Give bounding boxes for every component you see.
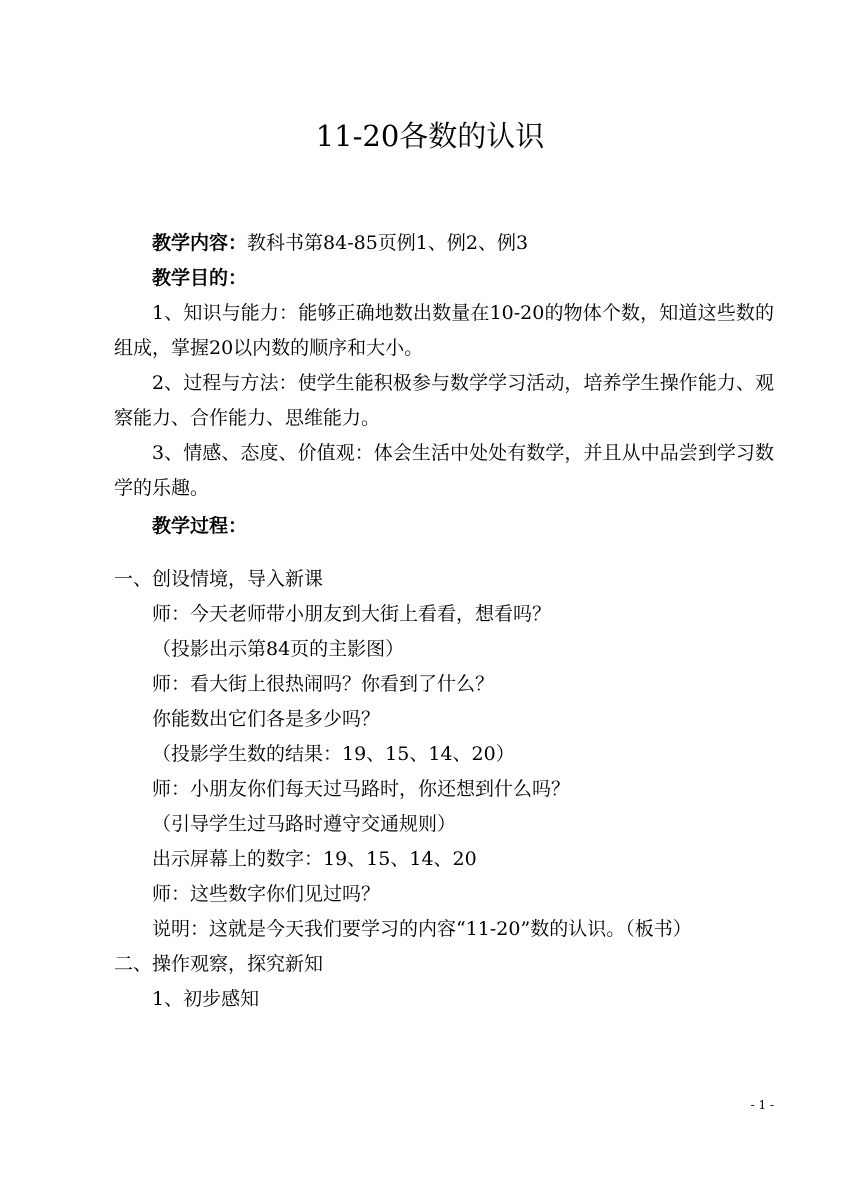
section-1-line: 师：看大街上很热闹吗？你看到了什么？ bbox=[152, 673, 495, 695]
section-1-heading: 一、创设情境，导入新课 bbox=[114, 568, 324, 590]
section-1-line: （投影学生数的结果：19、15、14、20） bbox=[152, 743, 515, 765]
section-2-heading: 二、操作观察，探究新知 bbox=[114, 953, 324, 975]
teaching-content-row bbox=[114, 226, 774, 261]
section-1-line: 说明：这就是今天我们要学习的内容“11-20”数的认识。（板书） bbox=[152, 918, 692, 940]
section-1-line: （投影出示第84页的主影图） bbox=[152, 638, 405, 660]
page-number: - 1 - bbox=[750, 1098, 774, 1112]
process-heading-row bbox=[114, 509, 774, 544]
objective-1: 1、知识与能力：能够正确地数出数量在10-20的物体个数，知道这些数的组成，掌握20以内数的顺序和大小。 bbox=[114, 302, 774, 359]
section-1-line: 出示屏幕上的数字：19、15、14、20 bbox=[152, 848, 477, 870]
section-2-sub: 1、初步感知 bbox=[152, 988, 260, 1010]
document-body bbox=[114, 226, 774, 1017]
section-1-line: 你能数出它们各是多少吗？ bbox=[152, 708, 381, 730]
objectives-heading-row bbox=[114, 261, 774, 296]
objective-2: 2、过程与方法：使学生能积极参与数学学习活动，培养学生操作能力、观察能力、合作能力、思维能力。 bbox=[114, 372, 774, 429]
teaching-content-text: 教科书第84-85页例1、例2、例3 bbox=[247, 232, 529, 254]
document-title: 11-20各数的认识 bbox=[315, 119, 545, 153]
section-1-line: 师：这些数字你们见过吗？ bbox=[152, 883, 381, 905]
teaching-content-label: 教学内容： bbox=[152, 232, 248, 254]
objective-3: 3、情感、态度、价值观：体会生活中处处有数学，并且从中品尝到学习数学的乐趣。 bbox=[114, 442, 774, 499]
section-1-line: 师：今天老师带小朋友到大街上看看，想看吗？ bbox=[152, 603, 552, 625]
section-1-line: （引导学生过马路时遵守交通规则） bbox=[152, 813, 457, 835]
process-heading: 教学过程： bbox=[152, 515, 248, 537]
section-1-line: 师：小朋友你们每天过马路时，你还想到什么吗？ bbox=[152, 778, 571, 800]
objectives-heading: 教学目的： bbox=[152, 267, 248, 289]
